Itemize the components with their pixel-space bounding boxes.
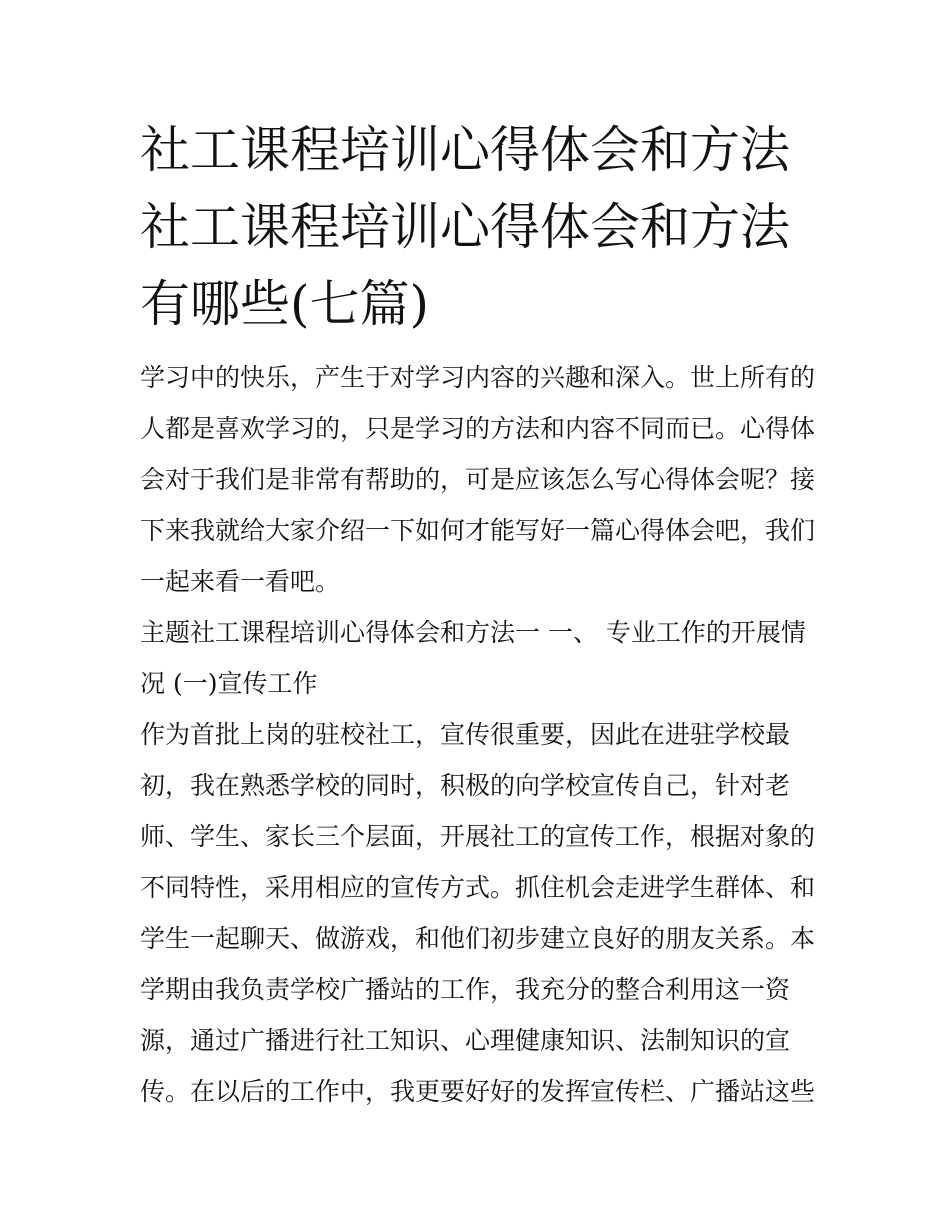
- paragraph-section-heading: 主题社工课程培训心得体会和方法一 一、 专业工作的开展情况 (一)宣传工作: [140, 618, 806, 698]
- paragraph-intro: 学习中的快乐，产生于对学习内容的兴趣和深入。世上所有的人都是喜欢学习的，只是学习的方法和内容不同而已。心得体会对于我们是非常有帮助的，可是应该怎么写心得体会呢？接下来我就给大家介绍一下如何才能写好一篇心得体会吧，我们一起来看一看吧。: [140, 363, 816, 596]
- document-title: 社工课程培训心得体会和方法 社工课程培训心得体会和方法有哪些(七篇): [140, 121, 790, 333]
- document-body: [140, 352, 820, 1117]
- paragraph-publicity-work: 作为首批上岗的驻校社工，宣传很重要，因此在进驻学校最初，我在熟悉学校的同时，积极的向学校宣传自己，针对老师、学生、家长三个层面，开展社工的宣传工作，根据对象的不同特性，采用相应的宣传方式。抓住机会走进学生群体、和学生一起聊天、做游戏，和他们初步建立良好的朋友关系。本学期由我负责学校广播站的工作，我充分的整合利用这一资源，通过广播进行社工知识、心理健康知识、法制知识的宣传。在以后的工作中，我更要好好的发挥宣传栏、广播站这些: [140, 720, 816, 1106]
